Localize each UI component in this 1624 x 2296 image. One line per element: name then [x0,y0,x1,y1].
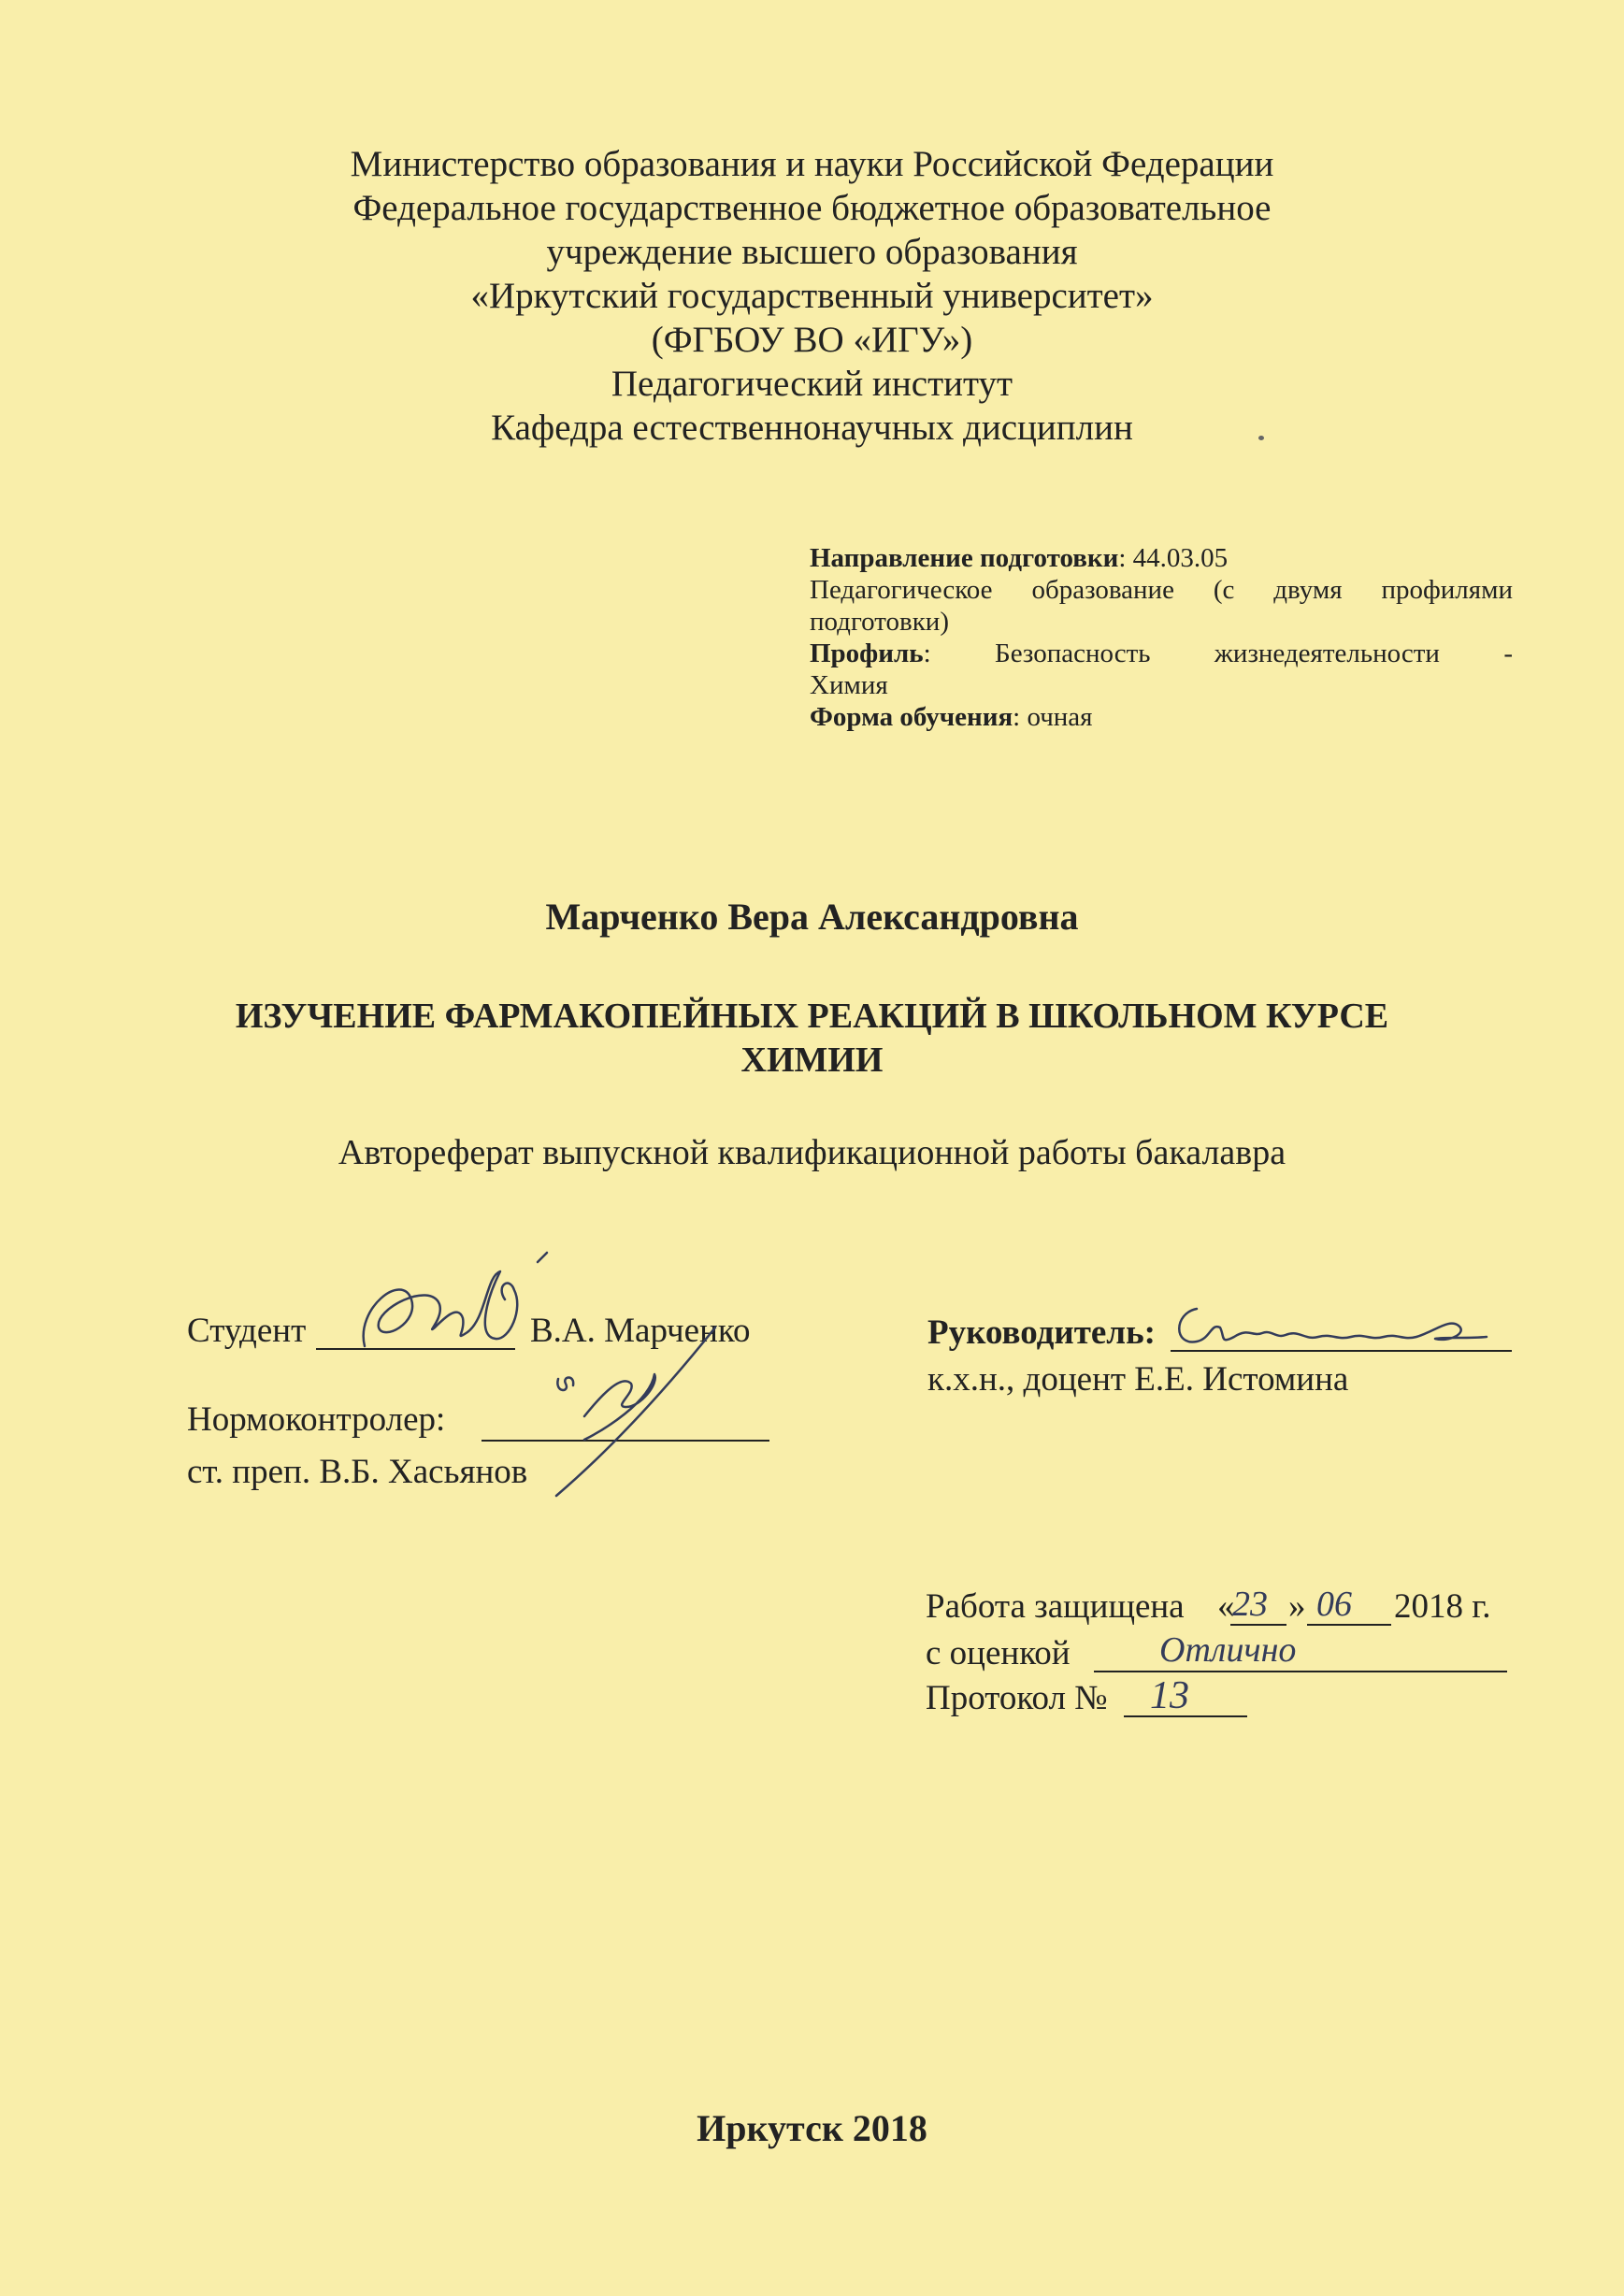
grade-line [1094,1671,1507,1672]
thesis-title [0,995,1624,1083]
direction-code: : 44.03.05 [1118,543,1229,573]
header-line-department: Кафедра естественнонаучных дисциплин [491,408,1133,448]
document-type: Автореферат выпускной квалификационной работы бакалавра [338,1133,1286,1172]
handwritten-month: 06 [1316,1585,1352,1624]
profile-value: : Безопасность жизнедеятельности - [923,639,1513,668]
profile-label: Профиль [810,639,924,668]
supervisor-label: Руководитель: [927,1313,1156,1352]
date-quote-close: » [1288,1587,1306,1626]
supervisor-signature [1169,1299,1505,1356]
normcontrol-label: Нормоконтролер: [187,1400,446,1439]
date-quote-open: « [1217,1587,1235,1626]
header-line-ministry: Министерство образования и науки Российской Федерации [350,144,1274,184]
normcontrol-name: ст. преп. В.Б. Хасьянов [187,1453,528,1491]
defended-label: Работа защищена [926,1587,1185,1626]
study-form-label: Форма обучения [810,702,1013,732]
study-direction-block [810,542,1513,733]
student-name: В.А. Марченко [530,1312,751,1350]
direction-line-1: Педагогическое образование (с двумя профилями [810,575,1513,605]
title-line-2: ХИМИИ [740,1040,884,1080]
defense-year: 2018 г. [1394,1587,1491,1626]
author-name: Марченко Вера Александровна [545,896,1079,938]
protocol-label: Протокол № [926,1679,1108,1717]
institution-header [0,142,1624,450]
profile-line-2: Химия [810,670,888,700]
supervisor-name: к.х.н., доцент Е.Е. Истомина [927,1360,1349,1399]
student-label: Студент [187,1312,307,1350]
faint-scan-mark [982,1402,991,1412]
header-line-institution-type: учреждение высшего образования [546,232,1078,272]
direction-line-2: подготовки) [810,607,949,637]
header-line-institute: Педагогический институт [611,364,1013,404]
header-line-university: «Иркутский государственный университет» [470,276,1154,316]
title-line-1: ИЗУЧЕНИЕ ФАРМАКОПЕЙНЫХ РЕАКЦИЙ В ШКОЛЬНОМ КУРСЕ [235,997,1389,1036]
normcontrol-signature [519,1318,725,1505]
city-year: Иркутск 2018 [697,2107,927,2149]
study-form-value: : очная [1013,702,1093,732]
handwritten-grade: Отлично [1159,1630,1297,1670]
header-line-federal: Федеральное государственное бюджетное образовательное [352,188,1272,228]
handwritten-protocol-number: 13 [1150,1674,1189,1717]
header-line-abbreviation: (ФГБОУ ВО «ИГУ») [651,320,973,360]
scan-speck [1258,436,1264,440]
handwritten-day: 23 [1232,1585,1268,1624]
grade-label: с оценкой [926,1634,1071,1672]
direction-label: Направление подготовки [810,543,1119,573]
